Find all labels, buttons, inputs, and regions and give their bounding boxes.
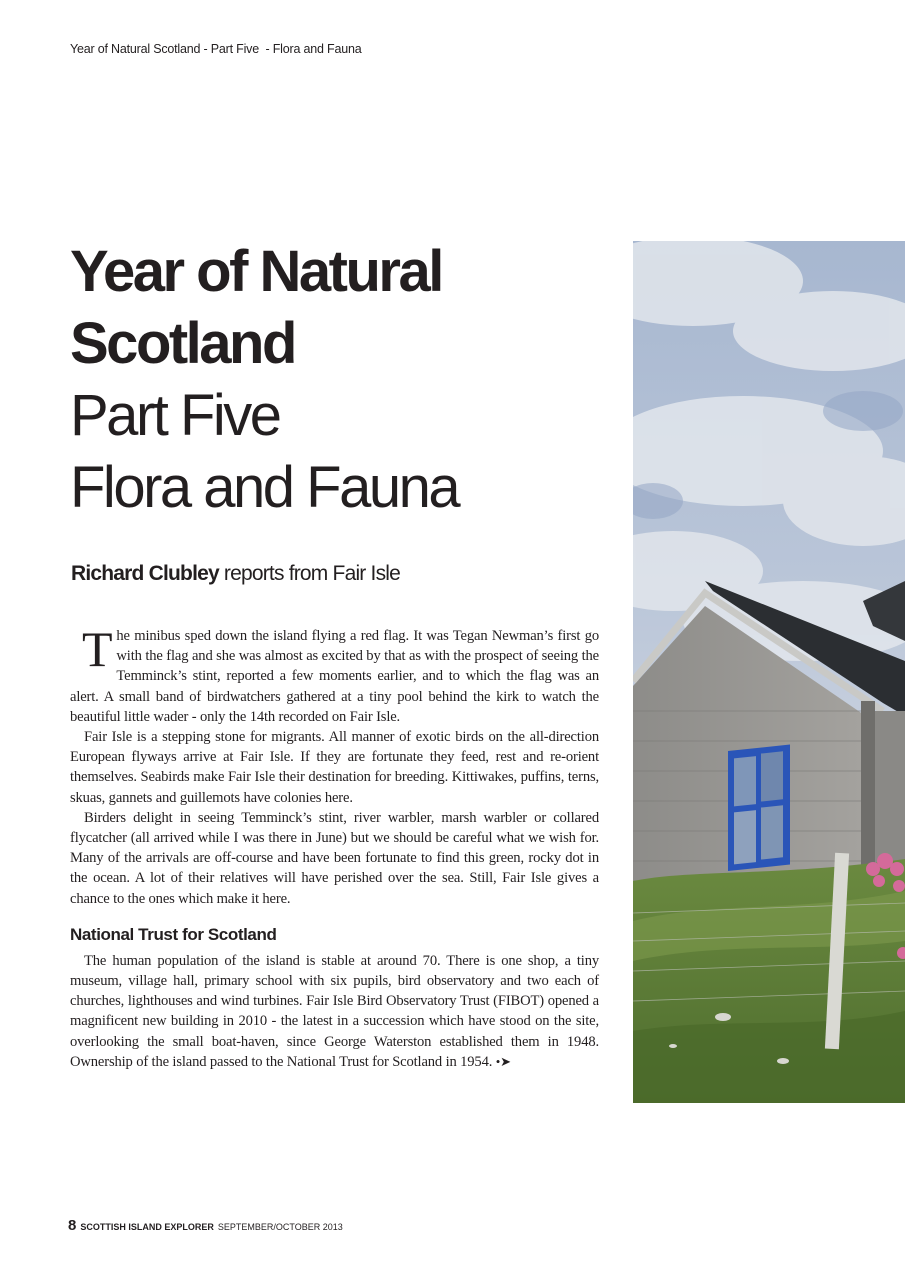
paragraph-4 xyxy=(70,951,599,1072)
clouds xyxy=(633,241,905,661)
byline-text: reports from Fair Isle xyxy=(218,562,401,585)
page-footer xyxy=(68,1217,343,1235)
continue-arrow-icon: •➤ xyxy=(495,1053,511,1069)
title-line-1: Year of Natural xyxy=(70,239,442,304)
title-line-4: Flora and Fauna xyxy=(70,455,459,520)
magazine-name: SCOTTISH ISLAND EXPLORER xyxy=(80,1222,214,1232)
drop-cap: T xyxy=(82,621,113,677)
house-window xyxy=(728,744,790,871)
paragraph-1-text: he minibus sped down the island flying a red flag. It was Tegan Newman’s first go with the flag and she was almost as excited by that as with the prospect of seeing the Temminck’s stint, reported a few moments earlier, and to which the flag was an alert. A small band of birdwatchers gathered at a tiny pool behind the kirk to watch the beautiful little wader - only the 14th recorded on Fair Isle. xyxy=(70,628,599,725)
paragraph-1 xyxy=(70,621,599,727)
paragraph-4-text: The human population of the island is stable at around 70. There is one shop, a tiny museum, village hall, primary school with six pupils, bird observatory and two each of churches, lighthouses and wind turbines. Fair Isle Bird Observatory Trust (FIBOT) opened a magnificent new building in 2010 - the latest in a succession which have stood on the site, overlooking the small boat-haven, since George Waterston established them in 1948. Ownership of the island passed to the National Trust for Scotland in 1954. xyxy=(70,952,599,1070)
running-head: Year of Natural Scotland - Part Five - Flora and Fauna xyxy=(70,42,362,56)
paragraph-2: Fair Isle is a stepping stone for migrants. All manner of exotic birds on the all-direction European flyways arrive at Fair Isle. If they are fortunate they feed, rest and re-orient themselves. Seabirds make Fair Isle their destination for breeding. Kittiwakes, puffins, terns, skuas, gannets and guillemots have colonies here. xyxy=(70,729,599,806)
byline-author: Richard Clubley xyxy=(71,562,219,585)
section-subhead: National Trust for Scotland xyxy=(70,924,277,944)
title-line-3: Part Five xyxy=(70,383,280,448)
article-body xyxy=(70,621,599,1072)
paragraph-3: Birders delight in seeing Temminck’s stint, river warbler, marsh warbler or collared flycatcher (all arrived while I was there in June) but we should be careful what we wish for. Many of the arrivals are off-course and have been fortunate to find this green, rocky dot in the ocean. A lot of their relatives will have perished over the sea. Still, Fair Isle gives a chance to the ones which make it here. xyxy=(70,809,599,907)
page-number: 8 xyxy=(68,1217,77,1234)
article-title xyxy=(70,236,610,524)
issue-date: SEPTEMBER/OCTOBER 2013 xyxy=(217,1222,343,1232)
house-photo xyxy=(633,241,905,1103)
byline xyxy=(71,562,400,586)
title-line-2: Scotland xyxy=(70,311,295,376)
